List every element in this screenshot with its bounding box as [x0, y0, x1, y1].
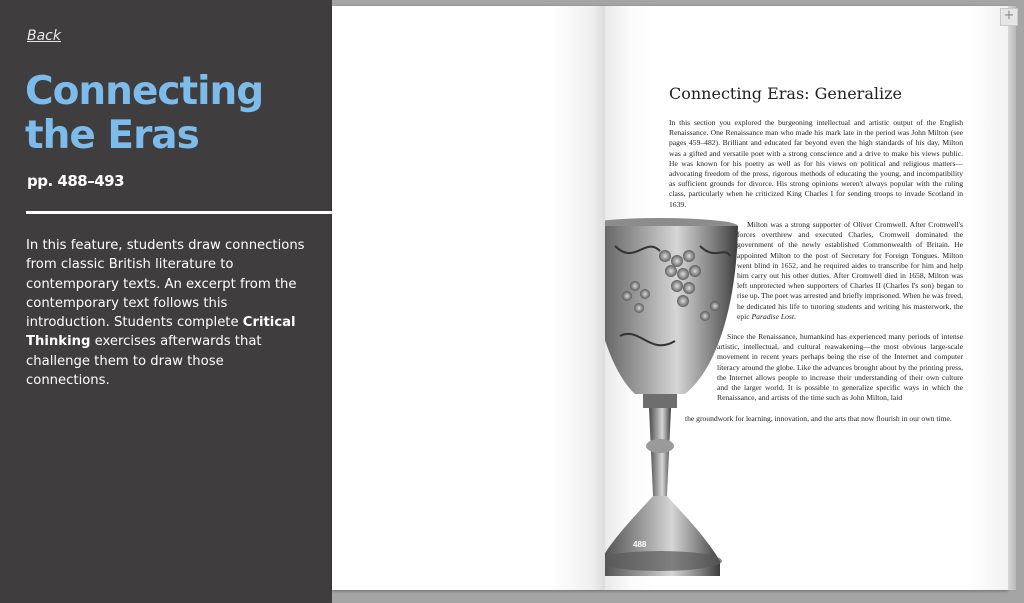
- book-heading: Connecting Eras: Generalize: [669, 84, 902, 103]
- description-text-end: exercises afterwards that challenge them to draw those connections.: [26, 334, 262, 389]
- book-paragraph: [737, 220, 963, 322]
- sidebar: [0, 0, 332, 603]
- book-paragraph-end: .: [793, 311, 796, 321]
- book-paragraph: Since the Renaissance, humankind has experienced many periods of intense artistic, intellectual, and cultural reawakening—the most obvious large-scale movement in recent years perhaps being the rise of the Internet and computer literacy around the globe. Like the advances brought about by the printing press, the Internet allows people to increase their understanding of their own culture and the larger world. It is possible to generalize specific ways in which the Renaissance, and artists of the time such as John Milton, laid: [717, 332, 963, 403]
- left-page: [332, 6, 605, 590]
- book-spread: [332, 6, 1008, 590]
- page-range: pp. 488–493: [27, 172, 125, 190]
- page-title: Connecting the Eras: [25, 69, 264, 158]
- book-paragraph: the groundwork for learning, innovation, and the arts that now flourish in our own time.: [685, 414, 952, 423]
- page-stack-edge: [1008, 6, 1016, 590]
- right-page: [605, 6, 1008, 590]
- plus-icon[interactable]: +: [1000, 8, 1018, 26]
- description-text: In this feature, students draw connections from classic British literature to contemporary texts. An excerpt from the contemporary text follows this introduction. Students complete: [26, 238, 305, 331]
- divider: [26, 211, 332, 214]
- book-title-italic: Paradise Lost: [751, 311, 794, 321]
- book-paragraph: In this section you explored the burgeoning intellectual and artistic output of the English Renaissance. One Renaissance man who made his mark late in the period was John Milton (see pages 459–482). Brilliant and educated far beyond even the high standards of his day, Milton was a gifted and versatile poet with a strong conscience and a drive to make his views public. He was known for his poetry as well as for his views on political and religious matters—advocating freedom of the press, rigorous methods of educating the young, and incompatibility as sufficient grounds for divorce. His strong opinions weren't always popular with the ruling class, particularly when he criticized King Charles I for sending troops to invade Scotland in 1639.: [669, 118, 963, 209]
- description: [26, 236, 311, 390]
- book-paragraph-text: Milton was a strong supporter of Oliver Cromwell. After Cromwell's forces overthrew and executed Charles, Cromwell dominated the government of the newly established Commonwealth of Britain. He appointed Milton to the post of Secretary for Foreign Tongues. Milton went blind in 1652, and he required aides to transcribe for him and help him carry out his other duties. After Cromwell died in 1658, Milton was left unprotected when supporters of Charles II (Charles I's son) began to rise up. The poet was arrested and briefly imprisoned. When he was freed, he dedicated his life to tutoring students and writing his masterwork, the epic: [737, 220, 963, 321]
- page-number: 488: [633, 540, 647, 549]
- back-link[interactable]: Back: [27, 28, 61, 44]
- book-viewer: [332, 0, 1024, 603]
- description-emphasis: Critical Thinking: [26, 315, 296, 350]
